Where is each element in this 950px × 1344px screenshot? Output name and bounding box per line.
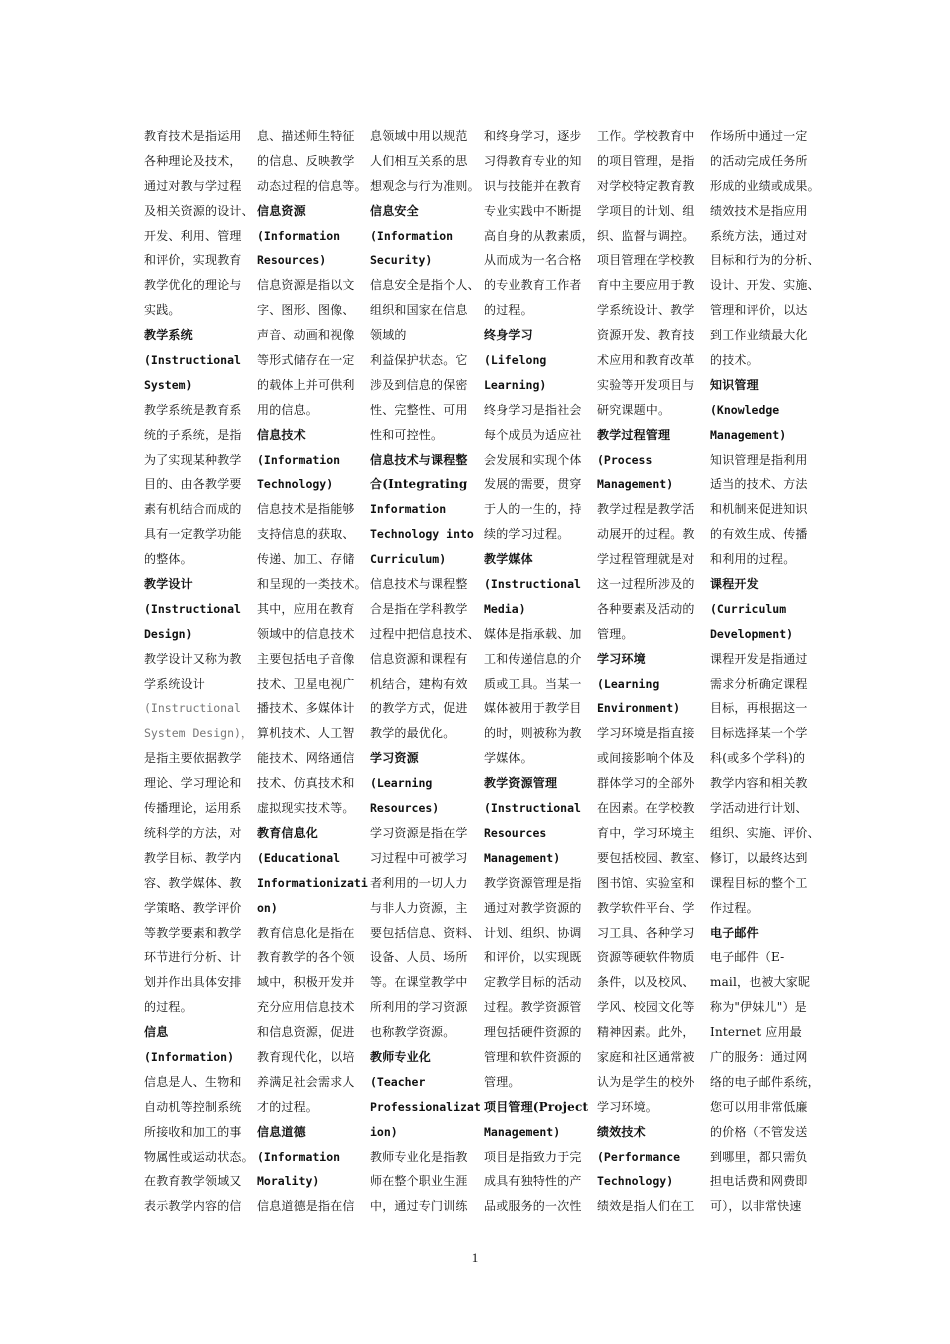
text-line: 高自身的从教素质，: [484, 228, 594, 243]
text-line: 等。在课堂教学中: [370, 975, 468, 990]
term-heading-line: Technology): [257, 477, 334, 492]
text-line: 领域的: [370, 328, 407, 343]
text-line: 支持信息的获取、: [257, 527, 355, 542]
term-heading-line: (Educational: [257, 850, 341, 865]
text-line: 信息道德是指在信: [257, 1199, 355, 1214]
term-heading-line: (Information: [257, 228, 341, 243]
text-line: 课程开发是指通过: [710, 651, 808, 666]
text-line: 计划、组织、协调: [484, 925, 582, 940]
term-heading-line: (Information): [144, 1049, 235, 1064]
term-heading-line: Technology into: [370, 527, 474, 542]
text-line: 终身学习是指社会: [484, 402, 582, 417]
text-line: 环节进行分析、计: [144, 950, 242, 965]
text-line: 修订，以最终达到: [710, 850, 808, 865]
text-line: 的过程。: [484, 303, 533, 318]
text-line: 管理。: [484, 1074, 521, 1089]
text-line: 绩效是指人们在工: [597, 1199, 695, 1214]
text-line: 统科学的方法，对: [144, 825, 242, 840]
term-heading-line: Informationizati: [257, 875, 368, 890]
text-line: 的教学方式，促进: [370, 701, 468, 716]
text-line: 要包括信息、资料、: [370, 925, 480, 940]
text-line: 这一过程所涉及的: [597, 577, 695, 592]
text-line: 动态过程的信息等。: [257, 178, 367, 193]
text-line: 家庭和社区通常被: [597, 1049, 695, 1064]
term-heading-line: 教学资源管理: [484, 776, 558, 791]
text-line: 统的子系统，是指: [144, 427, 242, 442]
text-line: 主要包括电子音像: [257, 651, 355, 666]
text-line: 每个成员为适应社: [484, 427, 582, 442]
term-heading-line: (Instructional: [484, 577, 581, 592]
text-line: 习得教育专业的知: [484, 153, 582, 168]
text-line: 识与技能并在教育: [484, 178, 582, 193]
text-line: 从而成为一名合格: [484, 253, 582, 268]
text-line: 学项目的计划、组: [597, 203, 695, 218]
text-line: 学习环境。: [597, 1099, 659, 1114]
text-line: 教育教学的各个领: [257, 950, 355, 965]
text-line: 条件，以及校风、: [597, 975, 695, 990]
text-line: 教学内容和相关教: [710, 776, 808, 791]
text-line: 您可以用非常低廉: [710, 1099, 808, 1114]
text-line: 目标选择某一个学: [710, 726, 808, 741]
text-line: 织、监督与调控。: [597, 228, 695, 243]
text-line: 表示教学内容的信: [144, 1199, 242, 1214]
term-heading-line: Technology): [597, 1174, 674, 1189]
text-line: 知识管理是指利用: [710, 452, 808, 467]
term-heading-line: Media): [484, 601, 526, 616]
text-line: 称为"伊妹儿"）是: [710, 1000, 807, 1015]
text-line: 才的过程。: [257, 1099, 319, 1114]
text-line: 习工具、各种学习: [597, 925, 695, 940]
term-heading-line: Management): [597, 477, 674, 492]
term-heading-line: ion): [370, 1124, 398, 1139]
term-heading-line: Resources): [257, 253, 327, 268]
term-heading-line: (Instructional: [484, 801, 581, 816]
text-line: 在因素。在学校教: [597, 801, 695, 816]
term-heading-line: 信息道德: [257, 1124, 306, 1139]
text-line: 划并作出具体安排: [144, 975, 242, 990]
text-line: 术应用和教育改革: [597, 353, 695, 368]
text-line: 信息安全是指个人、: [370, 278, 480, 293]
text-line: 的专业教育工作者: [484, 278, 582, 293]
text-line: 成具有独特性的产: [484, 1174, 582, 1189]
term-heading-line: 教学媒体: [484, 552, 533, 567]
text-line: 到工作业绩最大化: [710, 328, 808, 343]
text-line: 养满足社会需求人: [257, 1074, 355, 1089]
text-line: 性和可控性。: [370, 427, 444, 442]
text-line: 领域中的信息技术: [257, 626, 355, 641]
text-line: 专业实践中不断提: [484, 203, 582, 218]
text-line: 及相关资源的设计、: [144, 203, 254, 218]
term-heading-line: (Lifelong: [484, 353, 547, 368]
text-line: 对学校特定教育教: [597, 178, 695, 193]
text-line: 的价格（不管发送: [710, 1124, 808, 1139]
term-heading-line: Design): [144, 626, 193, 641]
text-line: 信息技术是指能够: [257, 502, 355, 517]
text-line: 管理和评价，以达: [710, 303, 808, 318]
term-heading-line: 终身学习: [484, 328, 533, 343]
text-line: 教学设计又称为教: [144, 651, 242, 666]
text-line: 声音、动画和视像: [257, 328, 355, 343]
text-line: 作场所中通过一定: [710, 129, 808, 143]
term-heading-line: (Learning: [370, 776, 433, 791]
text-line: 通过对教与学过程: [144, 178, 242, 193]
term-heading-line: 学习环境: [597, 651, 646, 666]
text-line: 绩效技术是指应用: [710, 203, 808, 218]
text-line: 通过对教学资源的: [484, 900, 582, 915]
text-line: 等形式储存在一定: [257, 353, 355, 368]
text-line: 管理和软件资源的: [484, 1049, 582, 1064]
text-column-4: [484, 124, 592, 1219]
text-line: 教师专业化是指教: [370, 1149, 468, 1164]
text-line: 育中，学习环境主: [597, 825, 695, 840]
term-heading-line: Environment): [597, 701, 681, 716]
text-line: 实验等开发项目与: [597, 377, 695, 392]
text-line: 形成的业绩或成果。: [710, 178, 820, 193]
text-line: 学媒体。: [484, 751, 533, 766]
text-line: 教学目标、教学内: [144, 850, 242, 865]
text-line: 电子邮件（E-: [710, 950, 785, 965]
text-line: 学风、校园文化等: [597, 1000, 695, 1015]
term-heading-line: Management): [484, 850, 561, 865]
text-line: 合是指在学科教学: [370, 601, 468, 616]
text-line: 研究课题中。: [597, 402, 671, 417]
text-line: 开发、利用、管理: [144, 228, 242, 243]
text-line: 质或工具。当某一: [484, 676, 582, 691]
text-line: 精神因素。此外，: [597, 1025, 695, 1040]
text-line: 设计、开发、实施、: [710, 278, 820, 293]
term-heading-line: Professionalizat: [370, 1099, 481, 1114]
text-line: 利益保护状态。它: [370, 353, 468, 368]
text-line: 能技术、网络通信: [257, 751, 355, 766]
text-line: 字、图形、图像、: [257, 303, 355, 318]
text-line: 设备、人员、场所: [370, 950, 468, 965]
text-line: 群体学习的全部外: [597, 776, 695, 791]
term-heading-line: (Information: [257, 1149, 341, 1164]
text-line: 要包括校园、教室、: [597, 850, 707, 865]
text-line: 过程中把信息技术、: [370, 626, 480, 641]
term-heading-line: 学习资源: [370, 751, 419, 766]
text-line: 学习资源是指在学: [370, 825, 468, 840]
text-line: mail，也被大家昵: [710, 975, 811, 990]
text-line: 各种要素及活动的: [597, 601, 695, 616]
text-line: 项目管理在学校教: [597, 253, 695, 268]
text-line: 目标，再根据这一: [710, 701, 808, 716]
text-line: 媒体是指承载、加: [484, 626, 582, 641]
term-heading-line: (Learning: [597, 676, 660, 691]
text-line: 传递、加工、存储: [257, 552, 355, 567]
text-line: 所接收和加工的事: [144, 1124, 242, 1139]
text-line: 人们相互关系的思: [370, 153, 468, 168]
term-heading-line: 信息: [144, 1025, 169, 1040]
text-line: 素有机结合而成的: [144, 502, 242, 517]
text-column-3: [370, 124, 481, 1219]
text-line: 是指主要依据教学: [144, 751, 242, 766]
text-line: 品或服务的一次性: [484, 1199, 582, 1214]
text-line: 组织、实施、评价、: [710, 825, 820, 840]
text-line: 或间接影响个体及: [597, 751, 695, 766]
text-line: 和评价，以实现既: [484, 950, 582, 965]
text-line: 可），以非常快速: [710, 1199, 802, 1214]
text-line: 的时，则被称为教: [484, 726, 582, 741]
text-line: 络的电子邮件系统，: [710, 1074, 820, 1089]
text-line: 具有一定教学功能: [144, 527, 242, 542]
term-heading-line: 信息安全: [370, 203, 419, 218]
text-line: 实践。: [144, 303, 181, 318]
text-column-2: [257, 124, 368, 1219]
text-line: 的过程。: [144, 1000, 193, 1015]
text-line: 和呈现的一类技术。: [257, 577, 367, 592]
text-line: 教育现代化，以培: [257, 1049, 355, 1064]
text-line: 中，通过专门训练: [370, 1199, 468, 1214]
text-line: 资源开发、教育技: [597, 328, 695, 343]
term-heading-line: (Performance: [597, 1149, 681, 1164]
text-line: 的项目管理，是指: [597, 153, 695, 168]
term-heading-line: Resources): [370, 801, 440, 816]
text-line: 目标和行为的分析、: [710, 253, 820, 268]
text-line: 容、教学媒体、教: [144, 875, 242, 890]
term-heading-line: System): [144, 377, 193, 392]
term-heading-line: (Knowledge: [710, 402, 780, 417]
term-heading-line: 教师专业化: [370, 1049, 432, 1064]
text-line: 师在整个职业生涯: [370, 1174, 468, 1189]
text-line: 和机制来促进知识: [710, 502, 808, 517]
term-heading-line: (Teacher: [370, 1074, 426, 1089]
text-line: 课程目标的整个工: [710, 875, 808, 890]
term-heading-line: 绩效技术: [597, 1124, 646, 1139]
text-line: 各种理论及技术，: [144, 153, 242, 168]
term-heading-line: 信息技术: [257, 427, 306, 442]
text-column-5: [597, 124, 705, 1219]
text-line: 管理。: [597, 626, 634, 641]
text-line: 学过程管理就是对: [597, 552, 695, 567]
text-line: 的活动完成任务所: [710, 153, 808, 168]
text-line: 续的学习过程。: [484, 527, 570, 542]
text-line: 息领域中用以规范: [370, 129, 468, 143]
text-line: 工作。学校教育中: [597, 129, 695, 143]
text-line: 教育技术是指运用: [144, 129, 242, 143]
text-line: 项目是指致力于完: [484, 1149, 582, 1164]
term-heading-line: Security): [370, 253, 433, 268]
term-heading-line: 项目管理(Project: [484, 1099, 589, 1114]
text-line: 信息技术与课程整: [370, 577, 468, 592]
term-heading-line: Management): [484, 1124, 561, 1139]
text-line: System Design)，: [144, 726, 253, 741]
text-line: 所利用的学习资源: [370, 1000, 468, 1015]
text-line: 教学过程是教学活: [597, 502, 695, 517]
text-line: 自动机等控制系统: [144, 1099, 242, 1114]
text-line: 过程。教学资源管: [484, 1000, 582, 1015]
text-line: 组织和国家在信息: [370, 303, 468, 318]
text-line: 媒体被用于教学目: [484, 701, 582, 716]
term-heading-line: (Curriculum: [710, 601, 787, 616]
text-line: 教学优化的理论与: [144, 278, 242, 293]
text-line: 和终身学习，逐步: [484, 129, 582, 143]
term-heading-line: on): [257, 900, 278, 915]
text-line: 育中主要应用于教: [597, 278, 695, 293]
term-heading-line: (Process: [597, 452, 653, 467]
term-heading-line: 信息资源: [257, 203, 306, 218]
text-line: 和评价，实现教育: [144, 253, 242, 268]
page-number: 1: [471, 1250, 479, 1265]
term-heading-line: Management): [710, 427, 787, 442]
term-heading-line: (Instructional: [144, 601, 241, 616]
text-line: 充分应用信息技术: [257, 1000, 355, 1015]
text-line: 科(或多个学科)的: [710, 751, 806, 766]
text-line: 教学系统是教育系: [144, 402, 242, 417]
text-line: Internet 应用最: [710, 1025, 802, 1040]
text-line: 教学软件平台、学: [597, 900, 695, 915]
text-line: 传播理论，运用系: [144, 801, 242, 816]
text-line: 适当的技术、方法: [710, 477, 808, 492]
text-line: 机结合，建构有效: [370, 676, 468, 691]
text-line: 系统方法，通过对: [710, 228, 808, 243]
text-column-1: [144, 124, 252, 1219]
text-line: 学活动进行计划、: [710, 801, 808, 816]
text-line: 技术、仿真技术和: [257, 776, 355, 791]
text-line: 其中，应用在教育: [257, 601, 355, 616]
text-line: 性、完整性、可用: [370, 402, 468, 417]
term-heading-line: 知识管理: [710, 377, 759, 392]
text-line: 发展的需要，贯穿: [484, 477, 582, 492]
text-line: 广的服务：通过网: [710, 1049, 808, 1064]
text-line: 学系统设计: [144, 676, 206, 691]
text-line: 教学的最优化。: [370, 726, 456, 741]
text-line: 物属性或运动状态。: [144, 1149, 254, 1164]
term-heading-line: Curriculum): [370, 552, 447, 567]
term-heading-line: 课程开发: [710, 577, 759, 592]
text-line: 涉及到信息的保密: [370, 377, 468, 392]
text-line: 虚拟现实技术等。: [257, 801, 355, 816]
term-heading-line: 合(Integrating: [370, 477, 468, 492]
term-heading-line: 教学过程管理: [597, 427, 671, 442]
text-line: 的整体。: [144, 552, 193, 567]
text-line: 工和传递信息的介: [484, 651, 582, 666]
text-line: 理论、学习理论和: [144, 776, 242, 791]
text-line: 的载体上并可供利: [257, 377, 355, 392]
text-line: 域中，积极开发并: [257, 975, 355, 990]
text-line: 技术、卫星电视广: [257, 676, 355, 691]
text-line: 信息是人、生物和: [144, 1074, 242, 1089]
text-line: (Instructional: [144, 701, 241, 716]
text-line: 在教育教学领域又: [144, 1174, 242, 1189]
text-line: 到哪里，都只需负: [710, 1149, 808, 1164]
text-line: 等教学要素和教学: [144, 925, 242, 940]
term-heading-line: 教学系统: [144, 328, 193, 343]
text-line: 习过程中可被学习: [370, 850, 468, 865]
term-heading-line: Resources: [484, 825, 547, 840]
text-line: 的信息、反映教学: [257, 153, 355, 168]
text-line: 教学资源管理是指: [484, 875, 582, 890]
text-line: 教育信息化是指在: [257, 925, 355, 940]
text-line: 理包括硬件资源的: [484, 1025, 582, 1040]
text-line: 和信息资源，促进: [257, 1025, 355, 1040]
text-line: 和利用的过程。: [710, 552, 796, 567]
text-line: 需求分析确定课程: [710, 676, 808, 691]
term-heading-line: 教育信息化: [257, 825, 319, 840]
term-heading-line: Learning): [484, 377, 547, 392]
term-heading-line: Development): [710, 626, 794, 641]
text-line: 信息资源是指以文: [257, 278, 355, 293]
text-line: 定教学目标的活动: [484, 975, 582, 990]
term-heading-line: (Information: [257, 452, 341, 467]
text-line: 作过程。: [710, 900, 759, 915]
text-column-6: [710, 124, 818, 1219]
text-line: 的技术。: [710, 353, 759, 368]
text-line: 息、描述师生特征: [257, 129, 355, 143]
term-heading-line: Morality): [257, 1174, 320, 1189]
text-line: 为了实现某种教学: [144, 452, 242, 467]
term-heading-line: Information: [370, 502, 447, 517]
text-line: 用的信息。: [257, 402, 319, 417]
text-line: 者利用的一切人力: [370, 875, 468, 890]
text-line: 算机技术、人工智: [257, 726, 355, 741]
term-heading-line: 电子邮件: [710, 925, 759, 940]
term-heading-line: 信息技术与课程整: [370, 452, 468, 467]
text-line: 认为是学生的校外: [597, 1074, 695, 1089]
text-line: 学系统设计、教学: [597, 303, 695, 318]
text-line: 于人的一生的，持: [484, 502, 582, 517]
text-line: 动展开的过程。教: [597, 527, 695, 542]
term-heading-line: (Instructional: [144, 353, 241, 368]
text-line: 也称教学资源。: [370, 1025, 456, 1040]
text-line: 资源等硬软件物质: [597, 950, 695, 965]
text-line: 担电话费和网费即: [710, 1174, 808, 1189]
term-heading-line: (Information: [370, 228, 454, 243]
text-line: 信息资源和课程有: [370, 651, 468, 666]
text-line: 想观念与行为准则。: [370, 178, 480, 193]
text-line: 学习环境是指直接: [597, 726, 695, 741]
text-line: 学策略、教学评价: [144, 900, 242, 915]
text-line: 的有效生成、传播: [710, 527, 808, 542]
text-line: 图书馆、实验室和: [597, 875, 695, 890]
text-line: 目的、由各教学要: [144, 477, 242, 492]
text-line: 与非人力资源，主: [370, 900, 468, 915]
term-heading-line: 教学设计: [144, 577, 193, 592]
text-line: 播技术、多媒体计: [257, 701, 355, 716]
text-line: 会发展和实现个体: [484, 452, 582, 467]
